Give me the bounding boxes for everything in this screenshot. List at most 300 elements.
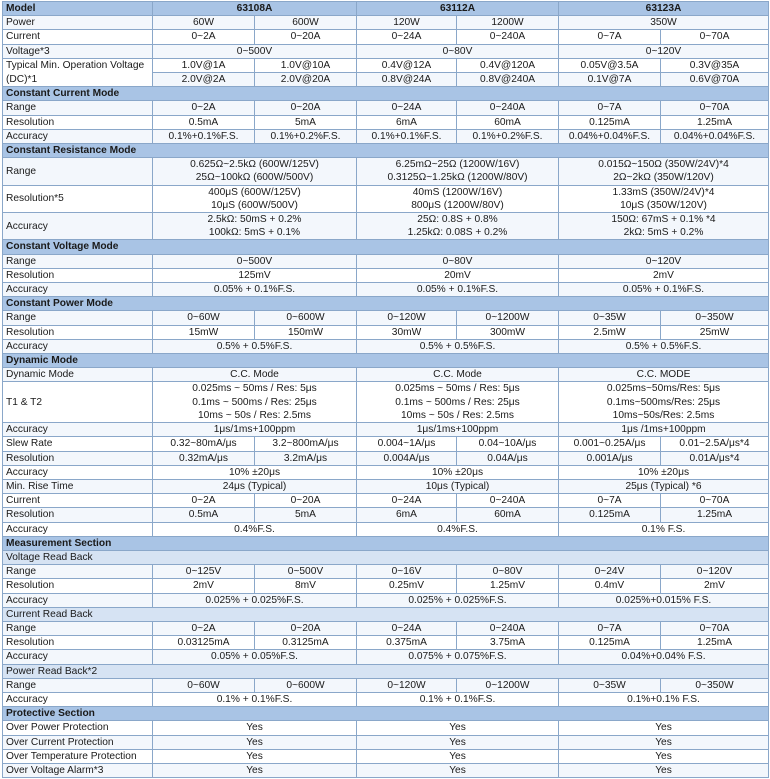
row-label: Accuracy: [3, 213, 153, 240]
table-row-accuracy: [3, 522, 769, 536]
spec-cell: 0.05% + 0.1%F.S.: [559, 283, 769, 297]
spec-cell: 0.125mA: [559, 508, 661, 522]
spec-cell: 2.0V@20A: [255, 73, 357, 87]
spec-line: 6.25mΩ~25Ω (1200W/16V): [395, 159, 520, 171]
table-row-min-op-voltage: [3, 58, 769, 72]
table-row-accuracy: [3, 129, 769, 143]
spec-cell: 0~24A: [357, 30, 457, 44]
spec-cell: 0~35W: [559, 311, 661, 325]
subsection-title: Current Read Back: [3, 607, 769, 621]
spec-cell: 0~7A: [559, 621, 661, 635]
spec-line: 0.025ms ~ 50ms / Res: 5μs: [192, 383, 317, 395]
spec-cell: 0~16V: [357, 565, 457, 579]
spec-cell: [153, 185, 357, 212]
spec-line: 0.1ms ~ 500ms / Res: 25μs: [192, 396, 317, 408]
row-label: Accuracy: [3, 593, 153, 607]
spec-cell: 0~120V: [559, 254, 769, 268]
subsection-header: [3, 550, 769, 564]
spec-cell: Yes: [357, 749, 559, 763]
spec-cell: 0~120W: [357, 311, 457, 325]
spec-table: [2, 1, 769, 778]
spec-line: Typical Min. Operation Voltage: [6, 60, 145, 72]
subsection-title: Power Read Back*2: [3, 664, 769, 678]
spec-cell: 0.1%+0.1% F.S.: [559, 692, 769, 706]
spec-cell: 6mA: [357, 508, 457, 522]
spec-cell: 30mW: [357, 325, 457, 339]
spec-cell: 0~1200W: [457, 678, 559, 692]
table-row-over-temperature-protection: [3, 749, 769, 763]
spec-cell: 0~2A: [153, 101, 255, 115]
spec-cell: C.C. Mode: [357, 368, 559, 382]
table-row-over-current-protection: [3, 735, 769, 749]
spec-line: 1.25kΩ: 0.08S + 0.2%: [407, 227, 508, 239]
spec-cell: 2.5mW: [559, 325, 661, 339]
spec-cell: 0~500V: [255, 565, 357, 579]
spec-cell: 0.4%F.S.: [153, 522, 357, 536]
spec-cell: 0~600W: [255, 678, 357, 692]
table-row-dynamic-mode: [3, 368, 769, 382]
spec-line: 0.3125Ω~1.25kΩ (1200W/80V): [387, 172, 528, 184]
spec-cell: 0.4%F.S.: [357, 522, 559, 536]
spec-cell: 0.1%+0.2%F.S.: [457, 129, 559, 143]
row-label: Voltage*3: [3, 44, 153, 58]
spec-cell: 0~2A: [153, 621, 255, 635]
row-label: Accuracy: [3, 650, 153, 664]
spec-cell: 25μs (Typical) *6: [559, 479, 769, 493]
section-header: [3, 536, 769, 550]
row-label: Resolution: [3, 325, 153, 339]
spec-line: 25Ω: 0.8S + 0.8%: [417, 214, 498, 226]
row-label: Range: [3, 254, 153, 268]
row-label: Range: [3, 678, 153, 692]
spec-cell: 20mV: [357, 268, 559, 282]
spec-cell: 1.0V@10A: [255, 58, 357, 72]
spec-cell: 0.01A/μs*4: [661, 451, 769, 465]
row-label: Resolution: [3, 268, 153, 282]
spec-cell: 0~7A: [559, 30, 661, 44]
spec-cell: 0.8V@240A: [457, 73, 559, 87]
spec-cell: 5mA: [255, 115, 357, 129]
spec-cell: C.C. MODE: [559, 368, 769, 382]
row-label: Over Voltage Alarm*3: [3, 763, 153, 777]
spec-cell: 0~20A: [255, 621, 357, 635]
section-header: [3, 707, 769, 721]
spec-line: 100kΩ: 5mS + 0.1%: [208, 227, 301, 239]
spec-cell: [357, 213, 559, 240]
spec-cell: 2mV: [661, 579, 769, 593]
spec-cell: 0.04~10A/μs: [457, 437, 559, 451]
table-row-accuracy: [3, 650, 769, 664]
table-row-range: [3, 158, 769, 185]
spec-line: 10μS (600W/500V): [211, 199, 298, 211]
spec-cell: [559, 213, 769, 240]
spec-cell: 0.04%+0.04%F.S.: [559, 129, 661, 143]
subsection-header: [3, 664, 769, 678]
spec-line: (DC)*1: [6, 73, 38, 85]
spec-cell: 0.1%+0.2%F.S.: [255, 129, 357, 143]
spec-line: 0.1ms ~ 500ms / Res: 25μs: [395, 396, 520, 408]
spec-cell: 10% ±20μs: [153, 465, 357, 479]
spec-cell: 1.25mA: [661, 508, 769, 522]
spec-cell: 3.2mA/μs: [255, 451, 357, 465]
section-header: [3, 297, 769, 311]
table-row-over-voltage-alarm-3: [3, 763, 769, 777]
spec-cell: 2mV: [559, 268, 769, 282]
spec-cell: 60mA: [457, 508, 559, 522]
row-label: Over Current Protection: [3, 735, 153, 749]
spec-cell: 10μs (Typical): [357, 479, 559, 493]
spec-line: 10ms ~ 50s / Res: 2.5ms: [401, 409, 514, 421]
spec-line: 0.625Ω~2.5kΩ (600W/125V): [190, 159, 319, 171]
spec-cell: 0~35W: [559, 678, 661, 692]
spec-cell: C.C. Mode: [153, 368, 357, 382]
spec-cell: [153, 158, 357, 185]
spec-cell: 600W: [255, 16, 357, 30]
spec-cell: 0.025% + 0.025%F.S.: [357, 593, 559, 607]
spec-line: 10μS (350W/120V): [620, 199, 707, 211]
row-label: Resolution: [3, 451, 153, 465]
spec-cell: 1.25mA: [661, 636, 769, 650]
section-header: [3, 144, 769, 158]
spec-cell: 0.5% + 0.5%F.S.: [357, 339, 559, 353]
spec-line: 0.015Ω~150Ω (350W/24V)*4: [598, 159, 729, 171]
spec-cell: 1μs/1ms+100ppm: [153, 423, 357, 437]
table-row-resolution: [3, 579, 769, 593]
spec-cell: 0.5mA: [153, 508, 255, 522]
section-title: Dynamic Mode: [3, 354, 769, 368]
spec-cell: 0~2A: [153, 30, 255, 44]
spec-cell: 5mA: [255, 508, 357, 522]
spec-cell: 0~24A: [357, 494, 457, 508]
spec-cell: 2mV: [153, 579, 255, 593]
spec-cell: 350W: [559, 16, 769, 30]
spec-cell: Yes: [357, 721, 559, 735]
spec-line: 1.33mS (350W/24V)*4: [612, 186, 715, 198]
spec-cell: 0~70A: [661, 101, 769, 115]
row-label: Accuracy: [3, 339, 153, 353]
spec-cell: 0.6V@70A: [661, 73, 769, 87]
spec-cell: 0~60W: [153, 678, 255, 692]
row-label: Range: [3, 311, 153, 325]
table-row-resolution: [3, 508, 769, 522]
row-label: Resolution: [3, 508, 153, 522]
row-label: Min. Rise Time: [3, 479, 153, 493]
row-label: Slew Rate: [3, 437, 153, 451]
row-label: Resolution*5: [3, 185, 153, 212]
table-row-current: [3, 30, 769, 44]
spec-cell: 0~1200W: [457, 311, 559, 325]
row-label: Range: [3, 101, 153, 115]
spec-line: 0.025ms~50ms/Res: 5μs: [606, 383, 721, 395]
model-header-row: [3, 2, 769, 16]
spec-line: 25Ω~100kΩ (600W/500V): [195, 172, 314, 184]
spec-cell: 15mW: [153, 325, 255, 339]
row-label: Dynamic Mode: [3, 368, 153, 382]
spec-cell: 0.1V@7A: [559, 73, 661, 87]
spec-cell: 0~80V: [357, 254, 559, 268]
spec-cell: [559, 158, 769, 185]
spec-cell: 0~24A: [357, 101, 457, 115]
table-row-accuracy: [3, 692, 769, 706]
table-row-accuracy: [3, 593, 769, 607]
spec-cell: 0.32mA/μs: [153, 451, 255, 465]
row-label: Accuracy: [3, 692, 153, 706]
row-label: Resolution: [3, 579, 153, 593]
table-row-range: [3, 621, 769, 635]
spec-cell: 0~120W: [357, 678, 457, 692]
spec-cell: Yes: [559, 763, 769, 777]
table-row-accuracy: [3, 465, 769, 479]
section-title: Protective Section: [3, 707, 769, 721]
row-label: Over Temperature Protection: [3, 749, 153, 763]
spec-cell: 0.4V@12A: [357, 58, 457, 72]
table-row-slew-rate: [3, 437, 769, 451]
section-title: Measurement Section: [3, 536, 769, 550]
row-label: Range: [3, 621, 153, 635]
spec-cell: 0.3125mA: [255, 636, 357, 650]
table-row-resolution: [3, 451, 769, 465]
spec-cell: 0~500V: [153, 254, 357, 268]
spec-cell: 0~7A: [559, 101, 661, 115]
model-header-label: Model: [3, 2, 153, 16]
spec-cell: 1μs /1ms+100ppm: [559, 423, 769, 437]
spec-cell: 0~125V: [153, 565, 255, 579]
row-label: Range: [3, 158, 153, 185]
spec-cell: 0.375mA: [357, 636, 457, 650]
spec-cell: 2.0V@2A: [153, 73, 255, 87]
row-label: Resolution: [3, 115, 153, 129]
spec-line: 10ms ~ 50s / Res: 2.5ms: [198, 409, 311, 421]
spec-cell: 0.04%+0.04% F.S.: [559, 650, 769, 664]
spec-cell: 0~20A: [255, 30, 357, 44]
spec-cell: [559, 382, 769, 423]
table-row-current: [3, 494, 769, 508]
spec-cell: 0.1% + 0.1%F.S.: [357, 692, 559, 706]
spec-cell: 0.025%+0.015% F.S.: [559, 593, 769, 607]
table-row-accuracy: [3, 213, 769, 240]
spec-cell: 0.05% + 0.1%F.S.: [357, 283, 559, 297]
spec-cell: 125mV: [153, 268, 357, 282]
table-row-range: [3, 311, 769, 325]
spec-cell: 0~500V: [153, 44, 357, 58]
spec-cell: 0~60W: [153, 311, 255, 325]
spec-cell: 0.5% + 0.5%F.S.: [153, 339, 357, 353]
spec-line: 2kΩ: 5mS + 0.2%: [623, 227, 704, 239]
spec-cell: [357, 158, 559, 185]
spec-line: 150Ω: 67mS + 0.1% *4: [611, 214, 716, 226]
table-row-over-power-protection: [3, 721, 769, 735]
spec-line: 2.5kΩ: 50mS + 0.2%: [207, 214, 302, 226]
spec-cell: 0~120V: [661, 565, 769, 579]
spec-cell: 0.3V@35A: [661, 58, 769, 72]
spec-cell: 0.01~2.5A/μs*4: [661, 437, 769, 451]
spec-cell: 0.1% F.S.: [559, 522, 769, 536]
spec-cell: 0.05% + 0.1%F.S.: [153, 283, 357, 297]
section-title: Constant Current Mode: [3, 87, 769, 101]
spec-cell: 0~24A: [357, 621, 457, 635]
model-name: 63108A: [153, 2, 357, 16]
spec-cell: 60W: [153, 16, 255, 30]
row-label: Accuracy: [3, 129, 153, 143]
spec-cell: 25mW: [661, 325, 769, 339]
spec-cell: 0.004~1A/μs: [357, 437, 457, 451]
row-label: Accuracy: [3, 423, 153, 437]
spec-cell: 0.25mV: [357, 579, 457, 593]
spec-cell: 0.8V@24A: [357, 73, 457, 87]
spec-cell: 0.32~80mA/μs: [153, 437, 255, 451]
section-title: Constant Voltage Mode: [3, 240, 769, 254]
spec-cell: 1.25mA: [661, 115, 769, 129]
row-label: Range: [3, 565, 153, 579]
table-row-accuracy: [3, 423, 769, 437]
row-label: Power: [3, 16, 153, 30]
spec-cell: Yes: [357, 763, 559, 777]
spec-cell: 0.001~0.25A/μs: [559, 437, 661, 451]
table-row-accuracy: [3, 283, 769, 297]
spec-line: 800μS (1200W/80V): [411, 199, 504, 211]
subsection-title: Voltage Read Back: [3, 550, 769, 564]
row-label: Accuracy: [3, 522, 153, 536]
spec-cell: 300mW: [457, 325, 559, 339]
spec-cell: [559, 185, 769, 212]
spec-cell: [357, 185, 559, 212]
table-row-t1-t2: [3, 382, 769, 423]
spec-cell: 0~70A: [661, 621, 769, 635]
spec-cell: 0.5mA: [153, 115, 255, 129]
spec-cell: 8mV: [255, 579, 357, 593]
model-name: 63112A: [357, 2, 559, 16]
spec-cell: 3.2~800mA/μs: [255, 437, 357, 451]
section-header: [3, 87, 769, 101]
spec-cell: 120W: [357, 16, 457, 30]
spec-cell: 0.125mA: [559, 115, 661, 129]
row-label: Over Power Protection: [3, 721, 153, 735]
spec-cell: 0.001A/μs: [559, 451, 661, 465]
spec-cell: 24μs (Typical): [153, 479, 357, 493]
spec-line: 0.025ms ~ 50ms / Res: 5μs: [395, 383, 520, 395]
spec-cell: 0~350W: [661, 311, 769, 325]
table-row-range: [3, 565, 769, 579]
spec-cell: 1200W: [457, 16, 559, 30]
spec-cell: 0~240A: [457, 494, 559, 508]
spec-cell: 0.4mV: [559, 579, 661, 593]
section-title: Constant Power Mode: [3, 297, 769, 311]
table-row-accuracy: [3, 339, 769, 353]
spec-cell: 0.1%+0.1%F.S.: [153, 129, 255, 143]
table-row-resolution-5: [3, 185, 769, 212]
spec-cell: 0~350W: [661, 678, 769, 692]
spec-cell: 0~24V: [559, 565, 661, 579]
spec-cell: 60mA: [457, 115, 559, 129]
spec-cell: 0.1%+0.1%F.S.: [357, 129, 457, 143]
row-label: Resolution: [3, 636, 153, 650]
spec-cell: 0.075% + 0.075%F.S.: [357, 650, 559, 664]
spec-cell: Yes: [559, 749, 769, 763]
row-label: Accuracy: [3, 283, 153, 297]
spec-cell: 1.0V@1A: [153, 58, 255, 72]
spec-cell: 0~70A: [661, 494, 769, 508]
spec-cell: 1.25mV: [457, 579, 559, 593]
table-row-range: [3, 678, 769, 692]
table-row-voltage-3: [3, 44, 769, 58]
spec-line: 400μS (600W/125V): [208, 186, 301, 198]
table-row-resolution: [3, 325, 769, 339]
spec-cell: 0~7A: [559, 494, 661, 508]
spec-cell: 0~20A: [255, 494, 357, 508]
spec-cell: Yes: [559, 721, 769, 735]
table-row-range: [3, 254, 769, 268]
subsection-header: [3, 607, 769, 621]
spec-cell: Yes: [153, 721, 357, 735]
spec-cell: 0.1% + 0.1%F.S.: [153, 692, 357, 706]
spec-cell: Yes: [559, 735, 769, 749]
table-row-resolution: [3, 115, 769, 129]
spec-cell: 0.04A/μs: [457, 451, 559, 465]
spec-cell: 0~240A: [457, 30, 559, 44]
spec-cell: 0.05V@3.5A: [559, 58, 661, 72]
spec-cell: 0.004A/μs: [357, 451, 457, 465]
spec-cell: 0~70A: [661, 30, 769, 44]
spec-cell: 0~240A: [457, 101, 559, 115]
row-label: T1 & T2: [3, 382, 153, 423]
spec-cell: 0~600W: [255, 311, 357, 325]
row-label: Accuracy: [3, 465, 153, 479]
spec-cell: Yes: [153, 749, 357, 763]
spec-cell: 0.5% + 0.5%F.S.: [559, 339, 769, 353]
spec-line: 40mS (1200W/16V): [412, 186, 503, 198]
spec-line: 2Ω~2kΩ (350W/120V): [613, 172, 714, 184]
spec-cell: 0.4V@120A: [457, 58, 559, 72]
spec-cell: 0.125mA: [559, 636, 661, 650]
row-label: Current: [3, 30, 153, 44]
spec-cell: 150mW: [255, 325, 357, 339]
table-row-resolution: [3, 268, 769, 282]
spec-cell: [153, 213, 357, 240]
spec-cell: 0~80V: [357, 44, 559, 58]
table-row-power: [3, 16, 769, 30]
spec-cell: 0.05% + 0.05%F.S.: [153, 650, 357, 664]
spec-line: 10ms~50s/Res: 2.5ms: [612, 409, 715, 421]
spec-cell: 1μs/1ms+100ppm: [357, 423, 559, 437]
row-label: [3, 58, 153, 86]
spec-cell: 0~80V: [457, 565, 559, 579]
spec-cell: 10% ±20μs: [559, 465, 769, 479]
table-row-resolution: [3, 636, 769, 650]
spec-cell: Yes: [153, 763, 357, 777]
spec-cell: 0.025% + 0.025%F.S.: [153, 593, 357, 607]
spec-cell: 0.03125mA: [153, 636, 255, 650]
spec-cell: 0~240A: [457, 621, 559, 635]
spec-cell: 0~20A: [255, 101, 357, 115]
spec-cell: Yes: [153, 735, 357, 749]
spec-cell: Yes: [357, 735, 559, 749]
spec-cell: [153, 382, 357, 423]
spec-cell: 0~2A: [153, 494, 255, 508]
model-name: 63123A: [559, 2, 769, 16]
spec-cell: 10% ±20μs: [357, 465, 559, 479]
spec-cell: 6mA: [357, 115, 457, 129]
section-header: [3, 240, 769, 254]
spec-cell: 0.04%+0.04%F.S.: [661, 129, 769, 143]
section-title: Constant Resistance Mode: [3, 144, 769, 158]
spec-cell: 0~120V: [559, 44, 769, 58]
table-row-range: [3, 101, 769, 115]
spec-cell: 3.75mA: [457, 636, 559, 650]
row-label: Current: [3, 494, 153, 508]
section-header: [3, 354, 769, 368]
spec-line: 0.1ms~500ms/Res: 25μs: [606, 396, 721, 408]
table-row-min-rise-time: [3, 479, 769, 493]
